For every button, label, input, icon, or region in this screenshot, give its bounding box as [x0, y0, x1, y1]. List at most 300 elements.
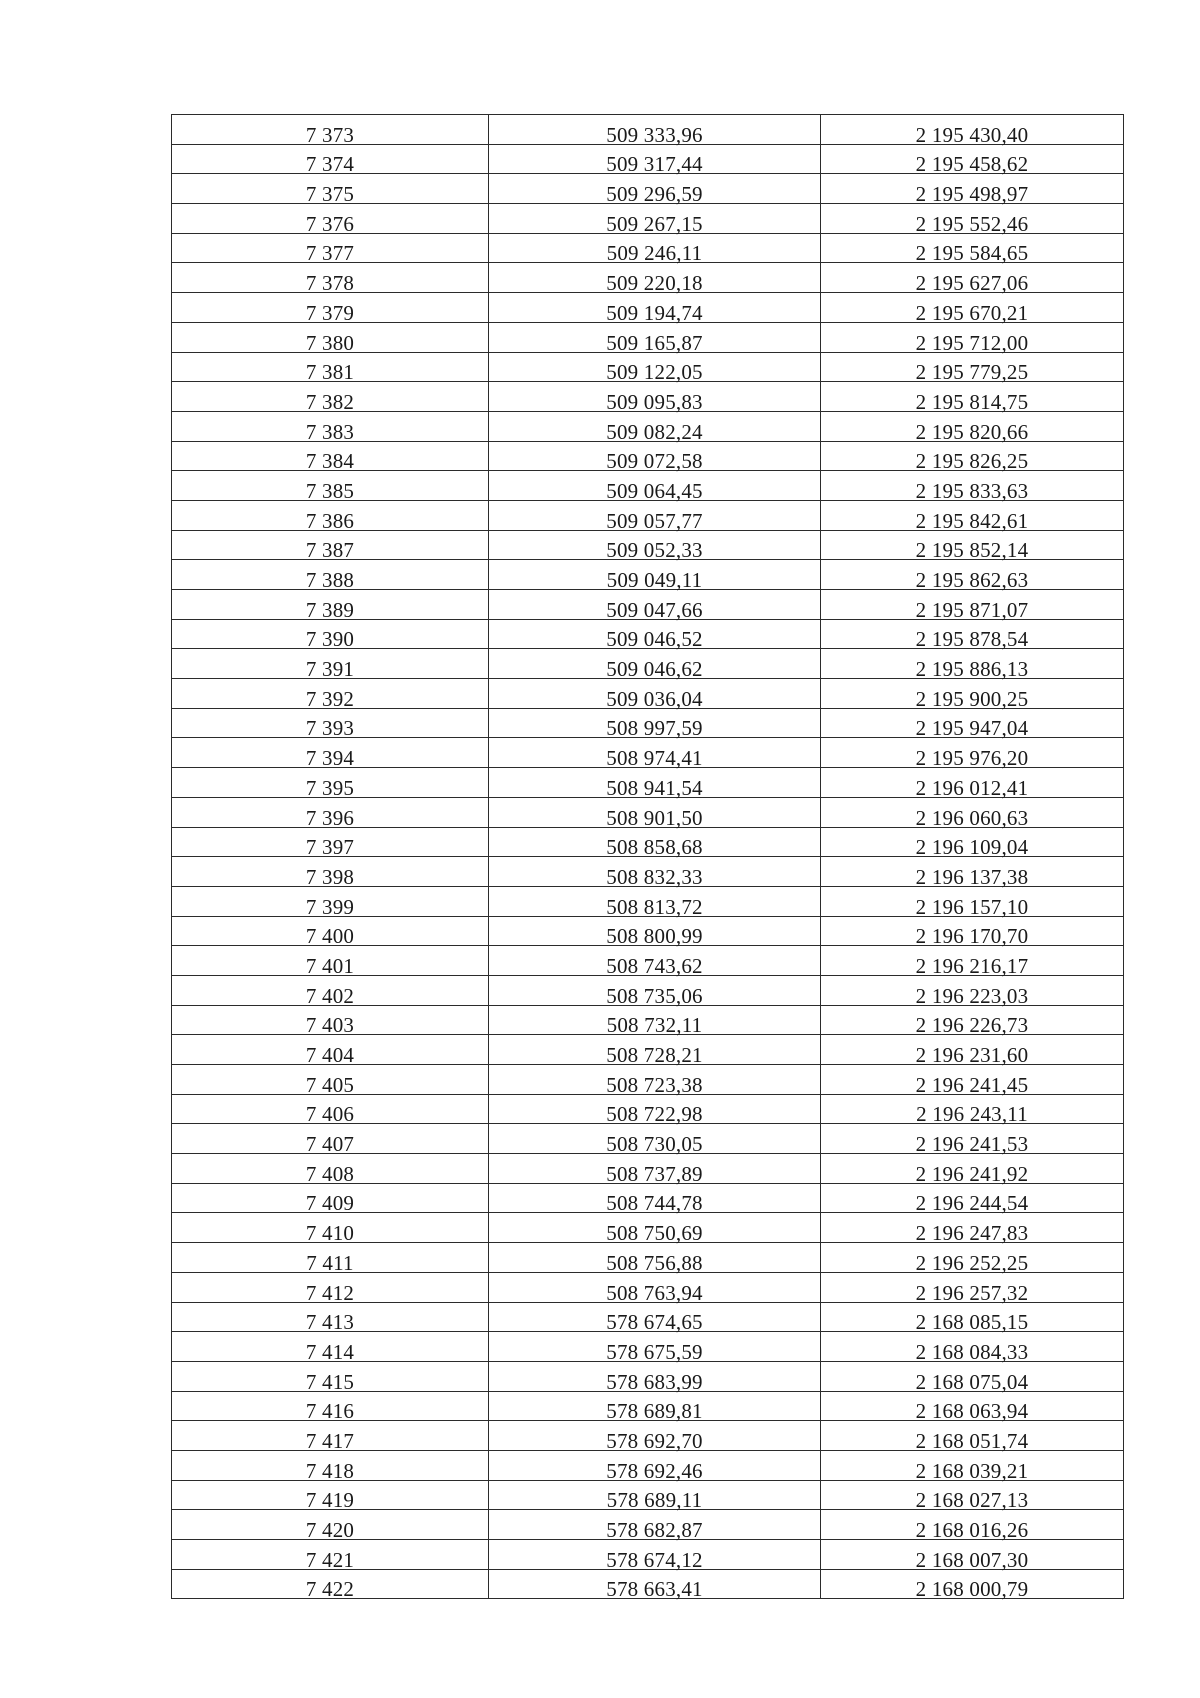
- point-number-cell: [172, 352, 489, 385]
- x-coordinate-cell: [489, 797, 821, 830]
- y-coordinate-cell: [821, 975, 1124, 1008]
- cell-value: 7 411: [306, 1250, 354, 1275]
- cell-value: 7 413: [305, 1310, 355, 1335]
- x-coordinate-cell: [489, 975, 821, 1008]
- point-number-cell: [172, 975, 489, 1008]
- cell-value: 2 168 075,04: [915, 1369, 1029, 1394]
- y-coordinate-cell: [821, 708, 1124, 741]
- x-coordinate-cell: [489, 1183, 821, 1216]
- cell-value: 7 391: [305, 657, 355, 682]
- y-coordinate-cell: [821, 1302, 1124, 1335]
- cell-value: 2 196 247,83: [915, 1221, 1029, 1246]
- cell-value: 7 377: [305, 241, 355, 266]
- y-coordinate-cell: [821, 1569, 1124, 1602]
- table-row: [172, 1213, 1124, 1243]
- coordinates-table-body: [172, 115, 1124, 1602]
- cell-value: 7 376: [305, 211, 355, 236]
- cell-value: 7 416: [305, 1399, 355, 1424]
- y-coordinate-cell: [821, 1272, 1124, 1305]
- cell-value: 2 195 458,62: [915, 152, 1029, 177]
- table-row: [172, 293, 1124, 323]
- x-coordinate-cell: [489, 293, 821, 323]
- table-row: [172, 916, 1124, 946]
- x-coordinate-cell: [489, 115, 821, 145]
- cell-value: 2 195 976,20: [915, 746, 1029, 771]
- cell-value: 578 682,87: [606, 1518, 703, 1542]
- cell-value: 2 195 712,00: [915, 330, 1029, 355]
- cell-value: 508 743,62: [606, 953, 703, 978]
- y-coordinate-cell: [821, 1391, 1124, 1424]
- x-coordinate-cell: [489, 204, 821, 234]
- x-coordinate-cell: [489, 1213, 821, 1246]
- point-number-cell: [172, 1065, 489, 1095]
- x-coordinate-cell: [489, 857, 821, 887]
- cell-value: 508 732,11: [606, 1013, 703, 1038]
- point-number-cell: [172, 1510, 489, 1540]
- table-row: [172, 1540, 1124, 1570]
- cell-value: 7 417: [305, 1428, 355, 1453]
- x-coordinate-cell: [489, 1450, 821, 1483]
- point-number-cell: [172, 471, 489, 501]
- table-row: [172, 233, 1124, 263]
- cell-value: 2 195 814,75: [915, 389, 1029, 414]
- cell-value: 7 386: [305, 508, 355, 533]
- y-coordinate-cell: [821, 768, 1124, 798]
- cell-value: 508 756,88: [606, 1250, 703, 1275]
- cell-value: 7 419: [305, 1488, 355, 1513]
- table-row: [172, 1005, 1124, 1035]
- y-coordinate-cell: [821, 827, 1124, 860]
- point-number-cell: [172, 1213, 489, 1246]
- y-coordinate-cell: [821, 530, 1124, 563]
- point-number-cell: [172, 144, 489, 177]
- cell-value: 508 744,78: [606, 1191, 703, 1216]
- cell-value: 509 296,59: [606, 182, 703, 207]
- x-coordinate-cell: [489, 916, 821, 949]
- cell-value: 7 397: [305, 835, 355, 860]
- cell-value: 509 052,33: [606, 538, 703, 563]
- y-coordinate-cell: [821, 886, 1124, 919]
- cell-value: 508 858,68: [606, 835, 703, 860]
- point-number-cell: [172, 293, 489, 323]
- cell-value: 7 402: [305, 983, 355, 1008]
- cell-value: 509 047,66: [606, 597, 703, 622]
- x-coordinate-cell: [489, 738, 821, 771]
- point-number-cell: [172, 738, 489, 771]
- y-coordinate-cell: [821, 1243, 1124, 1273]
- cell-value: 578 674,65: [606, 1310, 703, 1335]
- point-number-cell: [172, 1332, 489, 1362]
- y-coordinate-cell: [821, 1421, 1124, 1451]
- y-coordinate-cell: [821, 590, 1124, 620]
- x-coordinate-cell: [489, 1510, 821, 1540]
- table-row: [172, 174, 1124, 204]
- cell-value: 7 400: [305, 924, 355, 949]
- cell-value: 508 728,21: [606, 1043, 703, 1067]
- x-coordinate-cell: [489, 411, 821, 444]
- point-number-cell: [172, 1272, 489, 1305]
- cell-value: 508 832,33: [606, 864, 703, 889]
- cell-value: 578 675,59: [606, 1339, 703, 1364]
- cell-value: 508 735,06: [606, 983, 703, 1008]
- table-row: [172, 560, 1124, 590]
- y-coordinate-cell: [821, 1183, 1124, 1216]
- cell-value: 578 683,99: [606, 1369, 703, 1394]
- cell-value: 2 195 833,63: [915, 478, 1029, 503]
- x-coordinate-cell: [489, 174, 821, 207]
- cell-value: 508 997,59: [606, 716, 703, 741]
- table-row: [172, 1450, 1124, 1480]
- table-row: [172, 1332, 1124, 1362]
- y-coordinate-cell: [821, 1035, 1124, 1065]
- y-coordinate-cell: [821, 797, 1124, 830]
- coordinates-table: [171, 114, 1124, 1602]
- point-number-cell: [172, 1124, 489, 1157]
- cell-value: 509 194,74: [606, 300, 703, 325]
- table-row: [172, 886, 1124, 916]
- table-row: [172, 797, 1124, 827]
- table-row: [172, 382, 1124, 412]
- cell-value: 508 750,69: [606, 1221, 703, 1246]
- y-coordinate-cell: [821, 1094, 1124, 1127]
- table-row: [172, 827, 1124, 857]
- x-coordinate-cell: [489, 1540, 821, 1570]
- point-number-cell: [172, 946, 489, 976]
- point-number-cell: [172, 263, 489, 296]
- cell-value: 2 196 252,25: [915, 1250, 1029, 1275]
- point-number-cell: [172, 1450, 489, 1483]
- table-row: [172, 1094, 1124, 1124]
- cell-value: 509 046,52: [606, 627, 703, 652]
- x-coordinate-cell: [489, 1124, 821, 1157]
- y-coordinate-cell: [821, 916, 1124, 949]
- y-coordinate-cell: [821, 293, 1124, 323]
- point-number-cell: [172, 857, 489, 887]
- y-coordinate-cell: [821, 263, 1124, 296]
- y-coordinate-cell: [821, 679, 1124, 709]
- point-number-cell: [172, 233, 489, 266]
- point-number-cell: [172, 530, 489, 563]
- cell-value: 7 405: [305, 1072, 355, 1097]
- point-number-cell: [172, 649, 489, 682]
- cell-value: 2 196 109,04: [915, 835, 1029, 860]
- cell-value: 2 195 900,25: [915, 686, 1029, 711]
- x-coordinate-cell: [489, 322, 821, 355]
- cell-value: 2 195 826,25: [915, 449, 1029, 474]
- cell-value: 7 396: [305, 805, 355, 830]
- cell-value: 508 730,05: [606, 1132, 703, 1157]
- cell-value: 2 195 947,04: [915, 716, 1029, 741]
- point-number-cell: [172, 797, 489, 830]
- table-row: [172, 768, 1124, 798]
- y-coordinate-cell: [821, 204, 1124, 234]
- cell-value: 7 380: [305, 330, 355, 355]
- cell-value: 7 390: [305, 627, 355, 652]
- x-coordinate-cell: [489, 619, 821, 652]
- x-coordinate-cell: [489, 560, 821, 590]
- cell-value: 2 168 084,33: [915, 1339, 1029, 1364]
- x-coordinate-cell: [489, 708, 821, 741]
- point-number-cell: [172, 441, 489, 474]
- cell-value: 508 974,41: [606, 746, 703, 771]
- cell-value: 509 122,05: [606, 360, 703, 385]
- cell-value: 509 317,44: [606, 152, 703, 177]
- table-row: [172, 530, 1124, 560]
- table-row: [172, 649, 1124, 679]
- x-coordinate-cell: [489, 1243, 821, 1273]
- y-coordinate-cell: [821, 738, 1124, 771]
- cell-value: 2 196 137,38: [915, 864, 1029, 889]
- cell-value: 2 195 862,63: [915, 568, 1029, 592]
- y-coordinate-cell: [821, 1124, 1124, 1157]
- table-row: [172, 857, 1124, 887]
- x-coordinate-cell: [489, 144, 821, 177]
- table-row: [172, 471, 1124, 501]
- cell-value: 7 384: [305, 449, 355, 474]
- table-row: [172, 204, 1124, 234]
- table-row: [172, 1510, 1124, 1540]
- point-number-cell: [172, 560, 489, 590]
- table-row: [172, 1569, 1124, 1599]
- cell-value: 7 392: [305, 686, 355, 711]
- cell-value: 508 737,89: [606, 1161, 703, 1186]
- cell-value: 2 196 241,45: [915, 1072, 1029, 1097]
- point-number-cell: [172, 1094, 489, 1127]
- y-coordinate-cell: [821, 144, 1124, 177]
- cell-value: 2 195 779,25: [915, 360, 1029, 385]
- cell-value: 7 387: [305, 538, 355, 563]
- point-number-cell: [172, 1154, 489, 1184]
- table-row: [172, 1421, 1124, 1451]
- y-coordinate-cell: [821, 352, 1124, 385]
- point-number-cell: [172, 1302, 489, 1335]
- cell-value: 2 195 498,97: [915, 182, 1029, 207]
- cell-value: 7 389: [305, 597, 355, 622]
- point-number-cell: [172, 827, 489, 860]
- table-row: [172, 352, 1124, 382]
- cell-value: 7 388: [305, 568, 355, 592]
- cell-value: 7 393: [305, 716, 355, 741]
- cell-value: 7 378: [305, 271, 355, 296]
- table-row: [172, 619, 1124, 649]
- cell-value: 7 379: [305, 300, 355, 325]
- point-number-cell: [172, 1391, 489, 1424]
- cell-value: 2 196 226,73: [915, 1013, 1029, 1038]
- cell-value: 7 409: [305, 1191, 355, 1216]
- y-coordinate-cell: [821, 857, 1124, 887]
- cell-value: 7 375: [305, 182, 355, 207]
- x-coordinate-cell: [489, 679, 821, 709]
- point-number-cell: [172, 500, 489, 533]
- cell-value: 509 046,62: [606, 657, 703, 682]
- x-coordinate-cell: [489, 233, 821, 266]
- cell-value: 7 401: [305, 953, 355, 978]
- x-coordinate-cell: [489, 1361, 821, 1394]
- cell-value: 2 195 852,14: [915, 538, 1029, 563]
- table-row: [172, 679, 1124, 709]
- y-coordinate-cell: [821, 560, 1124, 590]
- point-number-cell: [172, 679, 489, 709]
- x-coordinate-cell: [489, 827, 821, 860]
- x-coordinate-cell: [489, 1005, 821, 1038]
- cell-value: 2 195 670,21: [915, 300, 1029, 325]
- point-number-cell: [172, 619, 489, 652]
- cell-value: 7 403: [305, 1013, 355, 1038]
- cell-value: 509 246,11: [606, 241, 703, 266]
- x-coordinate-cell: [489, 1569, 821, 1602]
- x-coordinate-cell: [489, 1391, 821, 1424]
- point-number-cell: [172, 590, 489, 620]
- cell-value: 7 383: [305, 419, 355, 444]
- cell-value: 2 196 157,10: [915, 894, 1029, 919]
- cell-value: 578 689,81: [606, 1399, 703, 1424]
- cell-value: 7 374: [305, 152, 355, 177]
- cell-value: 508 723,38: [606, 1072, 703, 1097]
- cell-value: 2 195 886,13: [915, 657, 1029, 682]
- table-row: [172, 946, 1124, 976]
- y-coordinate-cell: [821, 233, 1124, 266]
- cell-value: 7 415: [305, 1369, 355, 1394]
- cell-value: 2 196 231,60: [915, 1043, 1029, 1067]
- cell-value: 2 168 039,21: [915, 1458, 1029, 1483]
- cell-value: 2 196 241,53: [915, 1132, 1029, 1157]
- cell-value: 7 395: [305, 775, 355, 800]
- cell-value: 509 049,11: [606, 568, 703, 592]
- table-row: [172, 144, 1124, 174]
- table-row: [172, 1361, 1124, 1391]
- x-coordinate-cell: [489, 352, 821, 385]
- cell-value: 578 692,46: [606, 1458, 703, 1483]
- cell-value: 7 410: [305, 1221, 355, 1246]
- x-coordinate-cell: [489, 471, 821, 501]
- cell-value: 7 394: [305, 746, 355, 771]
- x-coordinate-cell: [489, 1421, 821, 1451]
- point-number-cell: [172, 1243, 489, 1273]
- point-number-cell: [172, 1035, 489, 1065]
- y-coordinate-cell: [821, 382, 1124, 412]
- cell-value: 7 420: [305, 1518, 355, 1542]
- cell-value: 508 763,94: [606, 1280, 703, 1305]
- x-coordinate-cell: [489, 590, 821, 620]
- cell-value: 2 196 244,54: [915, 1191, 1029, 1216]
- point-number-cell: [172, 115, 489, 145]
- cell-value: 509 072,58: [606, 449, 703, 474]
- cell-value: 2 195 878,54: [915, 627, 1029, 652]
- cell-value: 508 813,72: [606, 894, 703, 919]
- x-coordinate-cell: [489, 263, 821, 296]
- cell-value: 509 267,15: [606, 211, 703, 236]
- table-row: [172, 1243, 1124, 1273]
- y-coordinate-cell: [821, 1005, 1124, 1038]
- point-number-cell: [172, 1421, 489, 1451]
- cell-value: 509 095,83: [606, 389, 703, 414]
- point-number-cell: [172, 1361, 489, 1394]
- cell-value: 578 689,11: [606, 1488, 703, 1513]
- table-row: [172, 1302, 1124, 1332]
- cell-value: 2 195 430,40: [915, 122, 1029, 147]
- cell-value: 7 385: [305, 478, 355, 503]
- point-number-cell: [172, 1005, 489, 1038]
- y-coordinate-cell: [821, 441, 1124, 474]
- y-coordinate-cell: [821, 1540, 1124, 1570]
- cell-value: 7 418: [305, 1458, 355, 1483]
- cell-value: 2 168 085,15: [915, 1310, 1029, 1335]
- table-row: [172, 708, 1124, 738]
- x-coordinate-cell: [489, 886, 821, 919]
- cell-value: 2 196 170,70: [915, 924, 1029, 949]
- y-coordinate-cell: [821, 1065, 1124, 1095]
- table-row: [172, 441, 1124, 471]
- x-coordinate-cell: [489, 1332, 821, 1362]
- table-row: [172, 1154, 1124, 1184]
- y-coordinate-cell: [821, 411, 1124, 444]
- y-coordinate-cell: [821, 946, 1124, 976]
- point-number-cell: [172, 1183, 489, 1216]
- y-coordinate-cell: [821, 471, 1124, 501]
- cell-value: 578 663,41: [606, 1577, 703, 1602]
- y-coordinate-cell: [821, 619, 1124, 652]
- cell-value: 7 408: [305, 1161, 355, 1186]
- cell-value: 2 168 007,30: [915, 1547, 1029, 1572]
- x-coordinate-cell: [489, 768, 821, 798]
- y-coordinate-cell: [821, 322, 1124, 355]
- y-coordinate-cell: [821, 1213, 1124, 1246]
- cell-value: 2 196 257,32: [915, 1280, 1029, 1305]
- cell-value: 7 382: [305, 389, 355, 414]
- point-number-cell: [172, 1569, 489, 1602]
- table-row: [172, 411, 1124, 441]
- cell-value: 7 422: [305, 1577, 355, 1602]
- table-row: [172, 500, 1124, 530]
- cell-value: 509 082,24: [606, 419, 703, 444]
- cell-value: 7 414: [305, 1339, 355, 1364]
- table-row: [172, 115, 1124, 145]
- x-coordinate-cell: [489, 382, 821, 412]
- table-row: [172, 975, 1124, 1005]
- cell-value: 508 901,50: [606, 805, 703, 830]
- cell-value: 508 941,54: [606, 775, 703, 800]
- table-row: [172, 322, 1124, 352]
- point-number-cell: [172, 382, 489, 412]
- cell-value: 2 168 000,79: [915, 1577, 1029, 1602]
- y-coordinate-cell: [821, 649, 1124, 682]
- x-coordinate-cell: [489, 946, 821, 976]
- point-number-cell: [172, 204, 489, 234]
- x-coordinate-cell: [489, 441, 821, 474]
- cell-value: 7 421: [305, 1547, 355, 1572]
- cell-value: 2 196 060,63: [915, 805, 1029, 830]
- y-coordinate-cell: [821, 1154, 1124, 1184]
- cell-value: 7 407: [305, 1132, 355, 1157]
- y-coordinate-cell: [821, 1480, 1124, 1513]
- cell-value: 578 674,12: [606, 1547, 703, 1572]
- cell-value: 2 196 012,41: [915, 775, 1029, 800]
- cell-value: 2 196 223,03: [915, 983, 1029, 1008]
- cell-value: 7 398: [305, 864, 355, 889]
- table-row: [172, 1391, 1124, 1421]
- cell-value: 2 168 016,26: [915, 1518, 1029, 1542]
- table-row: [172, 1183, 1124, 1213]
- cell-value: 2 195 842,61: [915, 508, 1029, 533]
- cell-value: 509 064,45: [606, 478, 703, 503]
- cell-value: 578 692,70: [606, 1428, 703, 1453]
- cell-value: 508 800,99: [606, 924, 703, 949]
- point-number-cell: [172, 886, 489, 919]
- cell-value: 2 195 627,06: [915, 271, 1029, 296]
- x-coordinate-cell: [489, 1035, 821, 1065]
- cell-value: 2 195 552,46: [915, 211, 1029, 236]
- y-coordinate-cell: [821, 174, 1124, 207]
